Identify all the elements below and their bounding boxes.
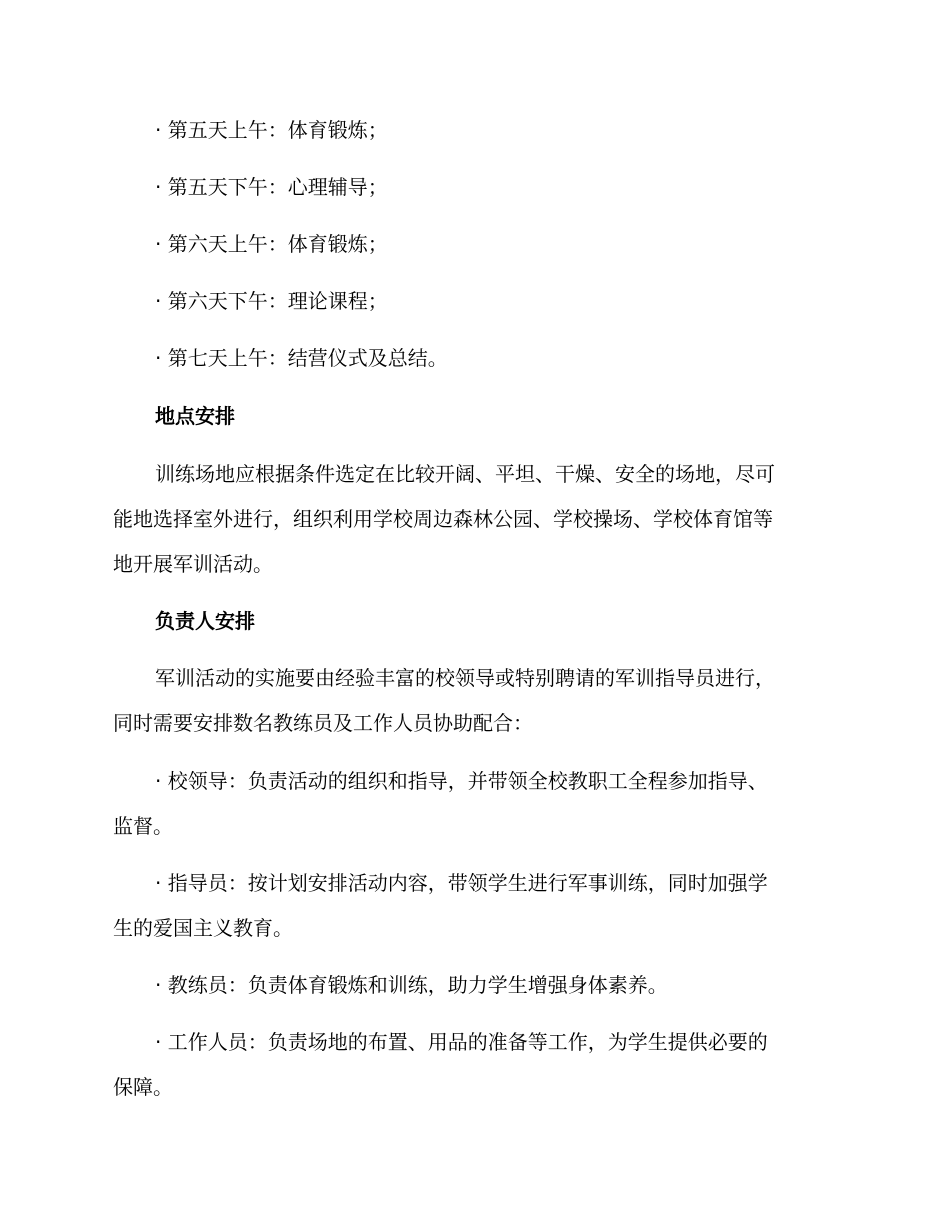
role-item: · 教练员：负责体育锻炼和训练，助力学生增强身体素养。 [155,973,668,997]
role-item: · 工作人员：负责场地的布置、用品的准备等工作，为学生提供必要的 [155,1030,768,1054]
location-heading: 地点安排 [155,404,235,428]
location-paragraph-line: 地开展军训活动。 [113,552,273,576]
personnel-intro-line: 同时需要安排数名教练员及工作人员协助配合： [113,711,533,735]
role-item-continuation: 保障。 [113,1075,173,1099]
schedule-item: · 第五天下午：心理辅导； [155,175,388,199]
schedule-item: · 第六天上午：体育锻炼； [155,232,388,256]
role-item-continuation: 生的爱国主义教育。 [113,916,293,940]
role-item-continuation: 监督。 [113,814,173,838]
role-item: · 指导员：按计划安排活动内容，带领学生进行军事训练，同时加强学 [155,871,768,895]
location-paragraph-line: 能地选择室外进行，组织利用学校周边森林公园、学校操场、学校体育馆等 [113,507,773,531]
schedule-item: · 第六天下午：理论课程； [155,289,388,313]
location-paragraph-line: 训练场地应根据条件选定在比较开阔、平坦、干燥、安全的场地，尽可 [155,462,775,486]
role-item: · 校领导：负责活动的组织和指导，并带领全校教职工全程参加指导、 [155,769,768,793]
personnel-heading: 负责人安排 [155,609,255,633]
personnel-intro-line: 军训活动的实施要由经验丰富的校领导或特别聘请的军训指导员进行， [155,666,775,690]
schedule-item: · 第七天上午：结营仪式及总结。 [155,346,448,370]
schedule-item: · 第五天上午：体育锻炼； [155,118,388,142]
